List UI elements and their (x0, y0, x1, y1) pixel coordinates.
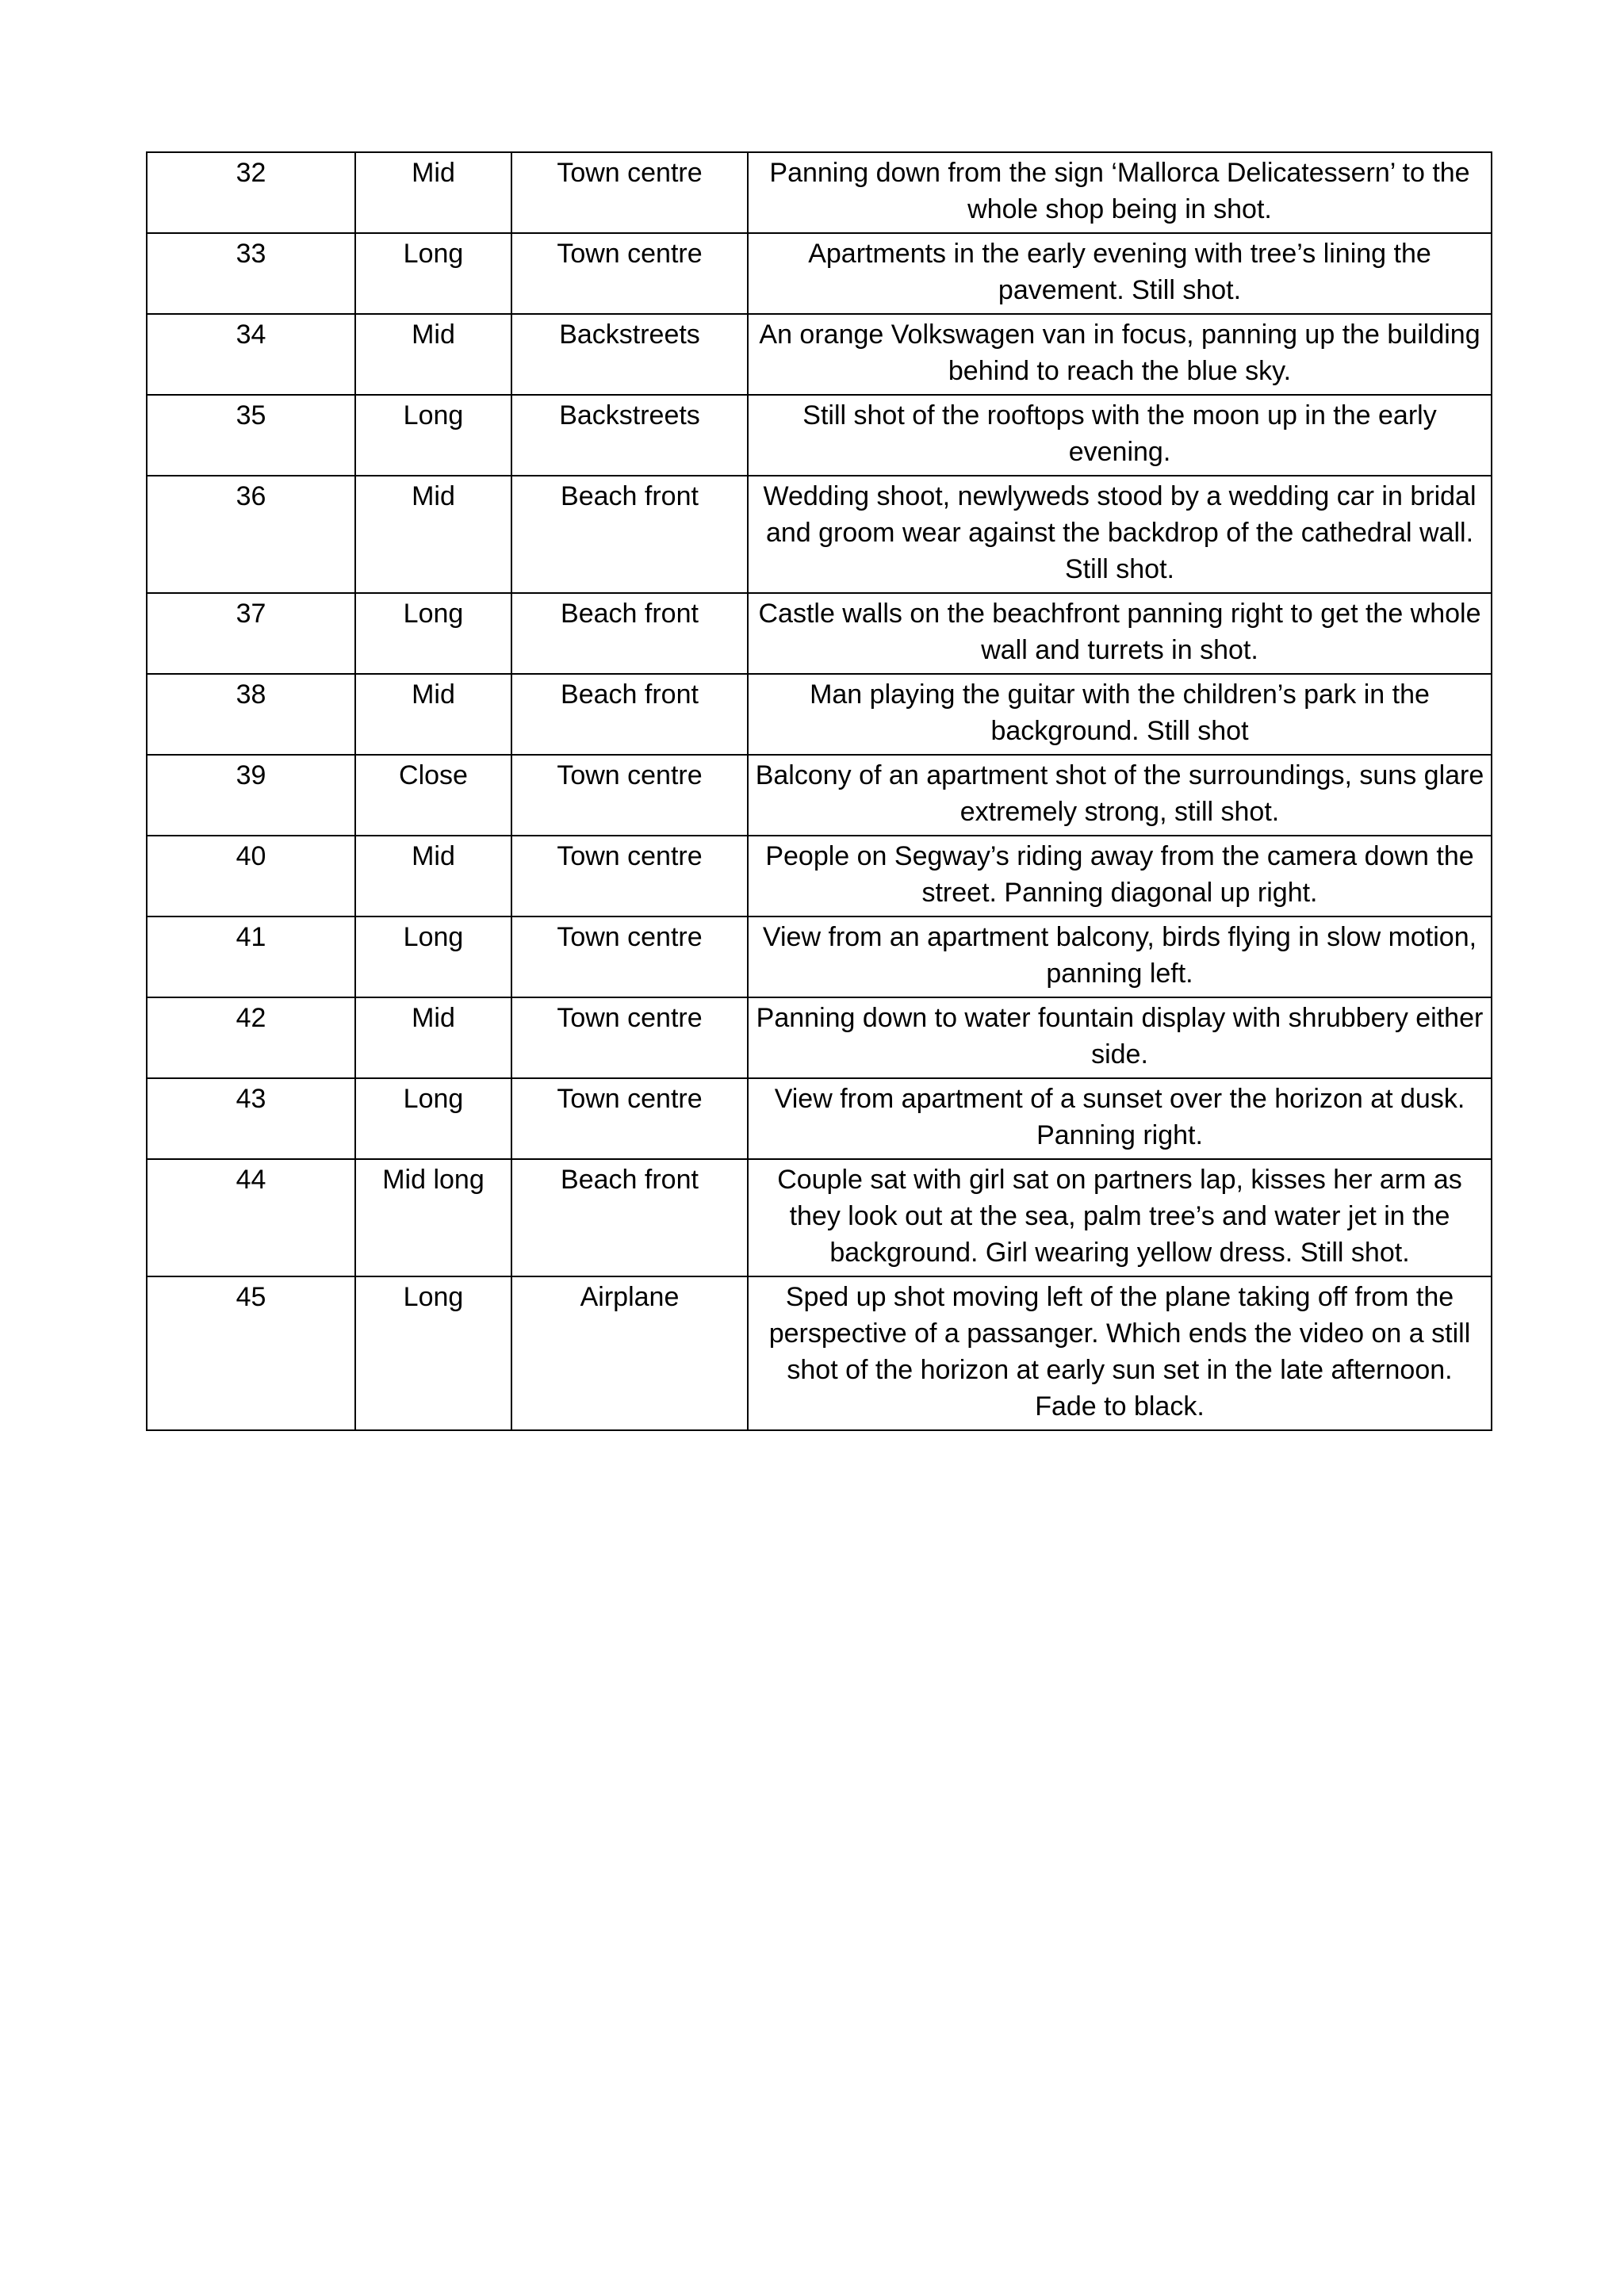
table-row (147, 674, 1492, 755)
shot-description-cell: Apartments in the early evening with tree’s lining the pavement. Still shot. (748, 233, 1492, 314)
shot-number-cell: 38 (147, 674, 355, 755)
shot-type-cell: Long (355, 1276, 511, 1430)
shot-number-cell: 39 (147, 755, 355, 836)
table-row (147, 916, 1492, 997)
shot-description-cell: View from apartment of a sunset over the horizon at dusk. Panning right. (748, 1078, 1492, 1159)
shot-location-cell: Beach front (511, 593, 748, 674)
shot-description-cell: People on Segway’s riding away from the camera down the street. Panning diagonal up right. (748, 836, 1492, 916)
shot-location-cell: Town centre (511, 916, 748, 997)
table-row (147, 997, 1492, 1078)
shot-description-cell: Panning down from the sign ‘Mallorca Delicatessern’ to the whole shop being in shot. (748, 152, 1492, 233)
table-row (147, 593, 1492, 674)
table-row (147, 1078, 1492, 1159)
shot-location-cell: Beach front (511, 674, 748, 755)
shot-location-cell: Town centre (511, 233, 748, 314)
shot-type-cell: Mid (355, 314, 511, 395)
shot-location-cell: Town centre (511, 836, 748, 916)
table-row (147, 476, 1492, 593)
shot-number-cell: 44 (147, 1159, 355, 1276)
shot-location-cell: Backstreets (511, 395, 748, 476)
shot-description-cell: View from an apartment balcony, birds flying in slow motion, panning left. (748, 916, 1492, 997)
shot-number-cell: 34 (147, 314, 355, 395)
shot-location-cell: Backstreets (511, 314, 748, 395)
shot-number-cell: 41 (147, 916, 355, 997)
shot-location-cell: Town centre (511, 997, 748, 1078)
shot-location-cell: Beach front (511, 476, 748, 593)
shot-number-cell: 43 (147, 1078, 355, 1159)
shot-number-cell: 45 (147, 1276, 355, 1430)
shot-type-cell: Long (355, 916, 511, 997)
shot-description-cell: Couple sat with girl sat on partners lap, kisses her arm as they look out at the sea, palm tree’s and water jet in the background. Girl wearing yellow dress. Still shot. (748, 1159, 1492, 1276)
shot-type-cell: Long (355, 395, 511, 476)
shot-type-cell: Mid (355, 997, 511, 1078)
shot-list-table (146, 151, 1492, 1431)
table-row (147, 755, 1492, 836)
shot-location-cell: Beach front (511, 1159, 748, 1276)
shot-type-cell: Long (355, 593, 511, 674)
shot-description-cell: An orange Volkswagen van in focus, panning up the building behind to reach the blue sky. (748, 314, 1492, 395)
shot-description-cell: Balcony of an apartment shot of the surroundings, suns glare extremely strong, still shot. (748, 755, 1492, 836)
shot-description-cell: Man playing the guitar with the children’s park in the background. Still shot (748, 674, 1492, 755)
shot-type-cell: Mid (355, 152, 511, 233)
table-row (147, 314, 1492, 395)
shot-location-cell: Airplane (511, 1276, 748, 1430)
shot-description-cell: Still shot of the rooftops with the moon up in the early evening. (748, 395, 1492, 476)
shot-number-cell: 33 (147, 233, 355, 314)
shot-location-cell: Town centre (511, 152, 748, 233)
table-row (147, 233, 1492, 314)
shot-type-cell: Long (355, 233, 511, 314)
shot-location-cell: Town centre (511, 1078, 748, 1159)
shot-number-cell: 40 (147, 836, 355, 916)
shot-type-cell: Mid (355, 674, 511, 755)
table-row (147, 395, 1492, 476)
shot-type-cell: Long (355, 1078, 511, 1159)
table-row (147, 152, 1492, 233)
shot-location-cell: Town centre (511, 755, 748, 836)
shot-number-cell: 37 (147, 593, 355, 674)
shot-description-cell: Sped up shot moving left of the plane taking off from the perspective of a passanger. Which ends the video on a still shot of the horizon at early sun set in the late afternoon. Fade to black. (748, 1276, 1492, 1430)
shot-number-cell: 36 (147, 476, 355, 593)
shot-number-cell: 35 (147, 395, 355, 476)
shot-type-cell: Mid (355, 836, 511, 916)
table-row (147, 836, 1492, 916)
shot-description-cell: Panning down to water fountain display with shrubbery either side. (748, 997, 1492, 1078)
shot-description-cell: Castle walls on the beachfront panning right to get the whole wall and turrets in shot. (748, 593, 1492, 674)
shot-description-cell: Wedding shoot, newlyweds stood by a wedding car in bridal and groom wear against the backdrop of the cathedral wall. Still shot. (748, 476, 1492, 593)
shot-number-cell: 32 (147, 152, 355, 233)
shot-type-cell: Close (355, 755, 511, 836)
table-row (147, 1276, 1492, 1430)
shot-type-cell: Mid long (355, 1159, 511, 1276)
table-row (147, 1159, 1492, 1276)
shot-number-cell: 42 (147, 997, 355, 1078)
shot-type-cell: Mid (355, 476, 511, 593)
shot-list-body (147, 152, 1492, 1430)
